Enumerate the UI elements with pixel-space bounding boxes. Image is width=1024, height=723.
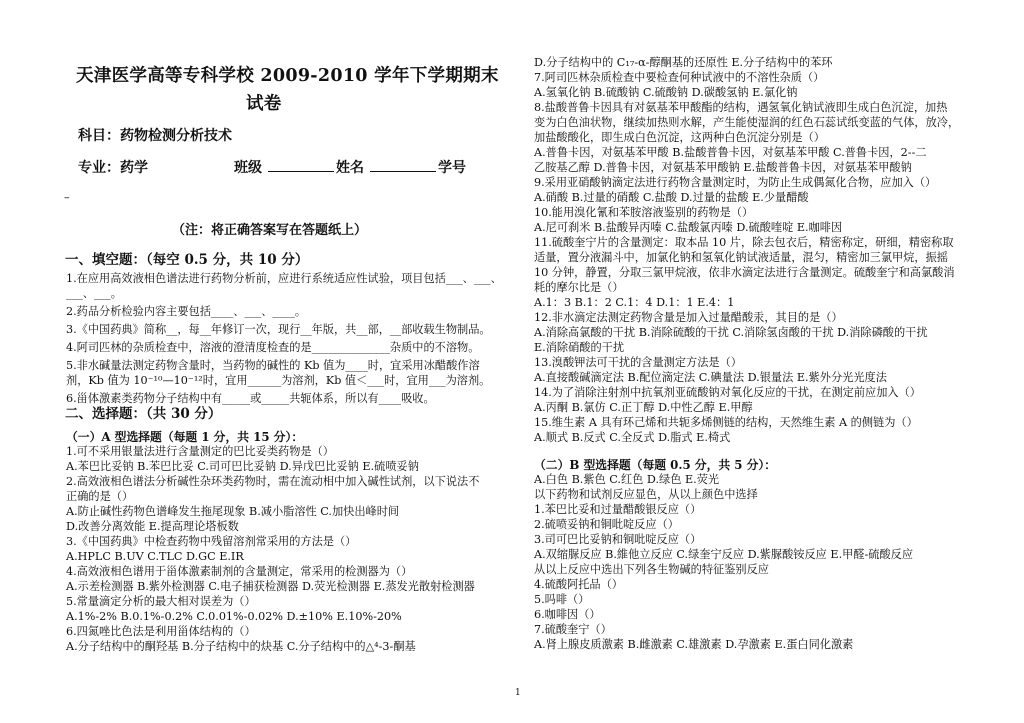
option-line: A.肾上腺皮质激素 B.雌激素 C.雄激素 D.孕激素 E.蛋白同化激素 xyxy=(534,638,854,651)
exam-title-line2: 试卷 xyxy=(246,94,282,114)
option-line: D.改善分离效能 E.提高理论塔板数 xyxy=(66,520,239,533)
question-line: 1.苯巴比妥和过量醋酸银反应（） xyxy=(534,503,702,516)
option-line: A.示差检测器 B.紫外检测器 C.电子捕获检测器 D.荧光检测器 E.蒸发光散射检测器 xyxy=(66,580,475,593)
option-line: 乙胺基乙醇 D.普鲁卡因，对氨基苯甲酸钠 E.盐酸普鲁卡因，对氨基苯甲酸钠 xyxy=(534,161,912,174)
id-label: 学号 xyxy=(438,160,466,176)
instruction-line: 以下药物和试剂反应显色，从以上颜色中选择 xyxy=(534,488,758,501)
option-line: E.消除硝酸的干扰 xyxy=(534,341,625,354)
question-line: 8.盐酸普鲁卡因具有对氨基苯甲酸酯的结构，遇氢氧化钠试液即生成白色沉淀，加热 xyxy=(534,101,948,114)
option-line: A.尼可刹米 B.盐酸异丙嗪 C.盐酸氯丙嗪 D.硫酸喹啶 E.咖啡因 xyxy=(534,221,843,234)
option-line: A.硝酸 B.过量的硝酸 C.盐酸 D.过量的盐酸 E.少量醋酸 xyxy=(534,191,809,204)
fill-q3: 3.《中国药典》简称__，每__年修订一次，现行__年版，共__部，__部收载生物制品。 xyxy=(66,323,491,336)
fill-q2: 2.药品分析检验内容主要包括____、___、____。 xyxy=(66,305,307,318)
right-choice-questions xyxy=(534,55,996,445)
option-line: A.分子结构中的酮羟基 B.分子结构中的炔基 C.分子结构中的△⁴-3-酮基 xyxy=(66,640,416,653)
question-line: 4.硫酸阿托品（） xyxy=(534,578,623,591)
question-line: 适量，置分液漏斗中，加氯化钠和氢氧化钠试液适量，混匀，精密加三氯甲烷，振摇 xyxy=(534,251,948,264)
option-line: A.1%-2% B.0.1%-0.2% C.0.01%-0.02% D.±10% E.10%-20% xyxy=(66,610,402,623)
class-blank xyxy=(268,171,334,172)
option-line: A.顺式 B.反式 C.全反式 D.脂式 E.椅式 xyxy=(534,431,731,444)
question-line: 3.《中国药典》中检查药物中残留溶剂常采用的方法是（） xyxy=(66,535,357,548)
answer-note: （注：将正确答案写在答题纸上） xyxy=(172,223,368,238)
choice-heading: 二、选择题：（共 30 分） xyxy=(65,406,222,422)
name-label: 姓名 xyxy=(336,160,364,176)
option-line: A.普鲁卡因，对氨基苯甲酸 B.盐酸普鲁卡因，对氨基苯甲酸 C.普鲁卡因，2--二 xyxy=(534,146,927,159)
question-line: 5.常量滴定分析的最大相对误差为（） xyxy=(66,595,256,608)
option-line: A.HPLC B.UV C.TLC D.GC E.IR xyxy=(66,550,244,563)
option-line: A.白色 B.紫色 C.红色 D.绿色 E.荧光 xyxy=(534,473,720,486)
question-line: 10 分钟，静置，分取三氯甲烷液，依非水滴定法进行含量测定。硫酸奎宁和高氯酸消 xyxy=(534,266,955,279)
question-line: 14.为了消除注射剂中抗氧剂亚硫酸钠对氧化反应的干扰，在测定前应加入（） xyxy=(534,386,921,399)
option-line: A.1：3 B.1：2 C.1：4 D.1：1 E.4：1 xyxy=(534,296,735,309)
question-line: 13.溴酸钾法可干扰的含量测定方法是（） xyxy=(534,356,742,369)
fill-heading: 一、填空题：（每空 0.5 分，共 10 分） xyxy=(65,252,309,268)
question-line: 5.吗啡（） xyxy=(534,593,590,606)
question-line: 10.能用溴化氰和苯胺溶液鉴别的药物是（） xyxy=(534,206,754,219)
page-number: 1 xyxy=(515,688,521,698)
type-b-questions xyxy=(534,472,996,652)
fill-questions xyxy=(66,271,524,406)
question-line: 加盐酸酸化，即生成白色沉淀，这两种白色沉淀分别是（） xyxy=(534,131,825,144)
fill-q1: 1.在应用高效液相色谱法进行药物分析前，应进行系统适应性试验，项目包括___、___、 xyxy=(66,272,502,285)
fill-q6: 6.甾体激素类药物分子结构中有_____或_____共轭体系，所以有____吸收。 xyxy=(66,392,435,405)
question-line: 12.非水滴定法测定药物含量是加入过量醋酸汞，其目的是（） xyxy=(534,311,843,324)
question-line: 15.维生素 A 具有环己烯和共轭多烯侧链的结构，天然维生素 A 的侧链为（） xyxy=(534,416,918,429)
option-line: A.直接酸碱滴定法 B.配位滴定法 C.碘量法 D.银量法 E.紫外分光光度法 xyxy=(534,371,887,384)
name-blank xyxy=(370,171,436,172)
class-label: 班级 xyxy=(234,160,262,176)
question-line: 2.高效液相色谱法分析碱性杂环类药物时，需在流动相中加入碱性试剂，以下说法不 xyxy=(66,475,480,488)
type-a-heading: （一）A 型选择题（每题 1 分，共 15 分）： xyxy=(66,430,304,444)
option-line: D.分子结构中的 C₁₇-α-醇酮基的还原性 E.分子结构中的苯环 xyxy=(534,56,833,69)
question-line: 6.四氮唑比色法是利用甾体结构的（） xyxy=(66,625,256,638)
left-choice-questions xyxy=(66,444,524,654)
option-line: A.消除高氯酸的干扰 B.消除硫酸的干扰 C.消除氢卤酸的干扰 D.消除磷酸的干扰 xyxy=(534,326,928,339)
question-line: 7.阿司匹林杂质检查中要检查何种试液中的不溶性杂质（） xyxy=(534,71,825,84)
question-line: 6.咖啡因（） xyxy=(534,608,601,621)
question-line: 耗的摩尔比是（） xyxy=(534,281,624,294)
option-line: A.丙酮 B.氯仿 C.正丁醇 D.中性乙醇 E.甲醇 xyxy=(534,401,753,414)
instruction-line: 从以上反应中选出下列各生物碱的特征鉴别反应 xyxy=(534,563,769,576)
exam-title-line1: 天津医学高等专科学校 2009-2010 学年下学期期末 xyxy=(76,66,499,86)
fill-q5: 5.非水碱量法测定药物含量时，当药物的碱性的 Kb 值为____时，宜采用冰醋酸作溶 xyxy=(66,359,480,372)
question-line: 2.硫喷妥钠和铜吡啶反应（） xyxy=(534,518,679,531)
option-line: A.防止碱性药物色谱峰发生拖尾现象 B.减小脂溶性 C.加快出峰时间 xyxy=(66,505,400,518)
question-line: 1.可不采用银量法进行含量测定的巴比妥类药物是（） xyxy=(66,445,334,458)
fill-q1-cont: ___、___。 xyxy=(66,287,122,300)
question-line: 3.司可巴比妥钠和铜吡啶反应（） xyxy=(534,533,702,546)
fill-q4: 4.阿司匹林的杂质检查中，溶液的澄清度检查的是______________杂质中的不溶物。 xyxy=(66,341,480,354)
question-line: 11.硫酸奎宁片的含量测定：取本品 10 片，除去包衣后，精密称定，研细，精密称取 xyxy=(534,236,954,249)
major-label: 专业：药学 xyxy=(78,160,148,176)
option-line: A.氢氧化钠 B.硫酸钠 C.硫酸钠 D.碳酸氢钠 E.氯化钠 xyxy=(534,86,798,99)
question-line: 9.采用亚硝酸钠滴定法进行药物含量测定时，为防止生成偶氮化合物，应加入（） xyxy=(534,176,937,189)
subject-line: 科目：药物检测分析技术 xyxy=(78,128,232,144)
question-line: 4.高效液相色谱用于甾体激素制剂的含量测定，常采用的检测器为（） xyxy=(66,565,413,578)
question-line: 正确的是（） xyxy=(66,490,134,503)
option-line: A.双缩脲反应 B.維他立反应 C.绿奎宁反应 D.紫脲酸铵反应 E.甲醛-硫酸反应 xyxy=(534,548,914,561)
dash-mark: – xyxy=(64,191,70,204)
fill-q5-cont: 剂，Kb 值为 10⁻¹⁰—10⁻¹²时，宜用______为溶剂，Kb 值＜___时，宜用___为溶剂。 xyxy=(66,374,491,387)
option-line: A.苯巴比妥钠 B.苯巴比妥 C.司可巴比妥钠 D.异戊巴比妥钠 E.硫喷妥钠 xyxy=(66,460,419,473)
question-line: 变为白色油状物，继续加热则水解，产生能使湿润的红色石蕊试纸变蓝的气体，放冷， xyxy=(534,116,960,129)
question-line: 7.硫酸奎宁（） xyxy=(534,623,612,636)
type-b-heading: （二）B 型选择题（每题 0.5 分，共 5 分）： xyxy=(534,458,777,472)
